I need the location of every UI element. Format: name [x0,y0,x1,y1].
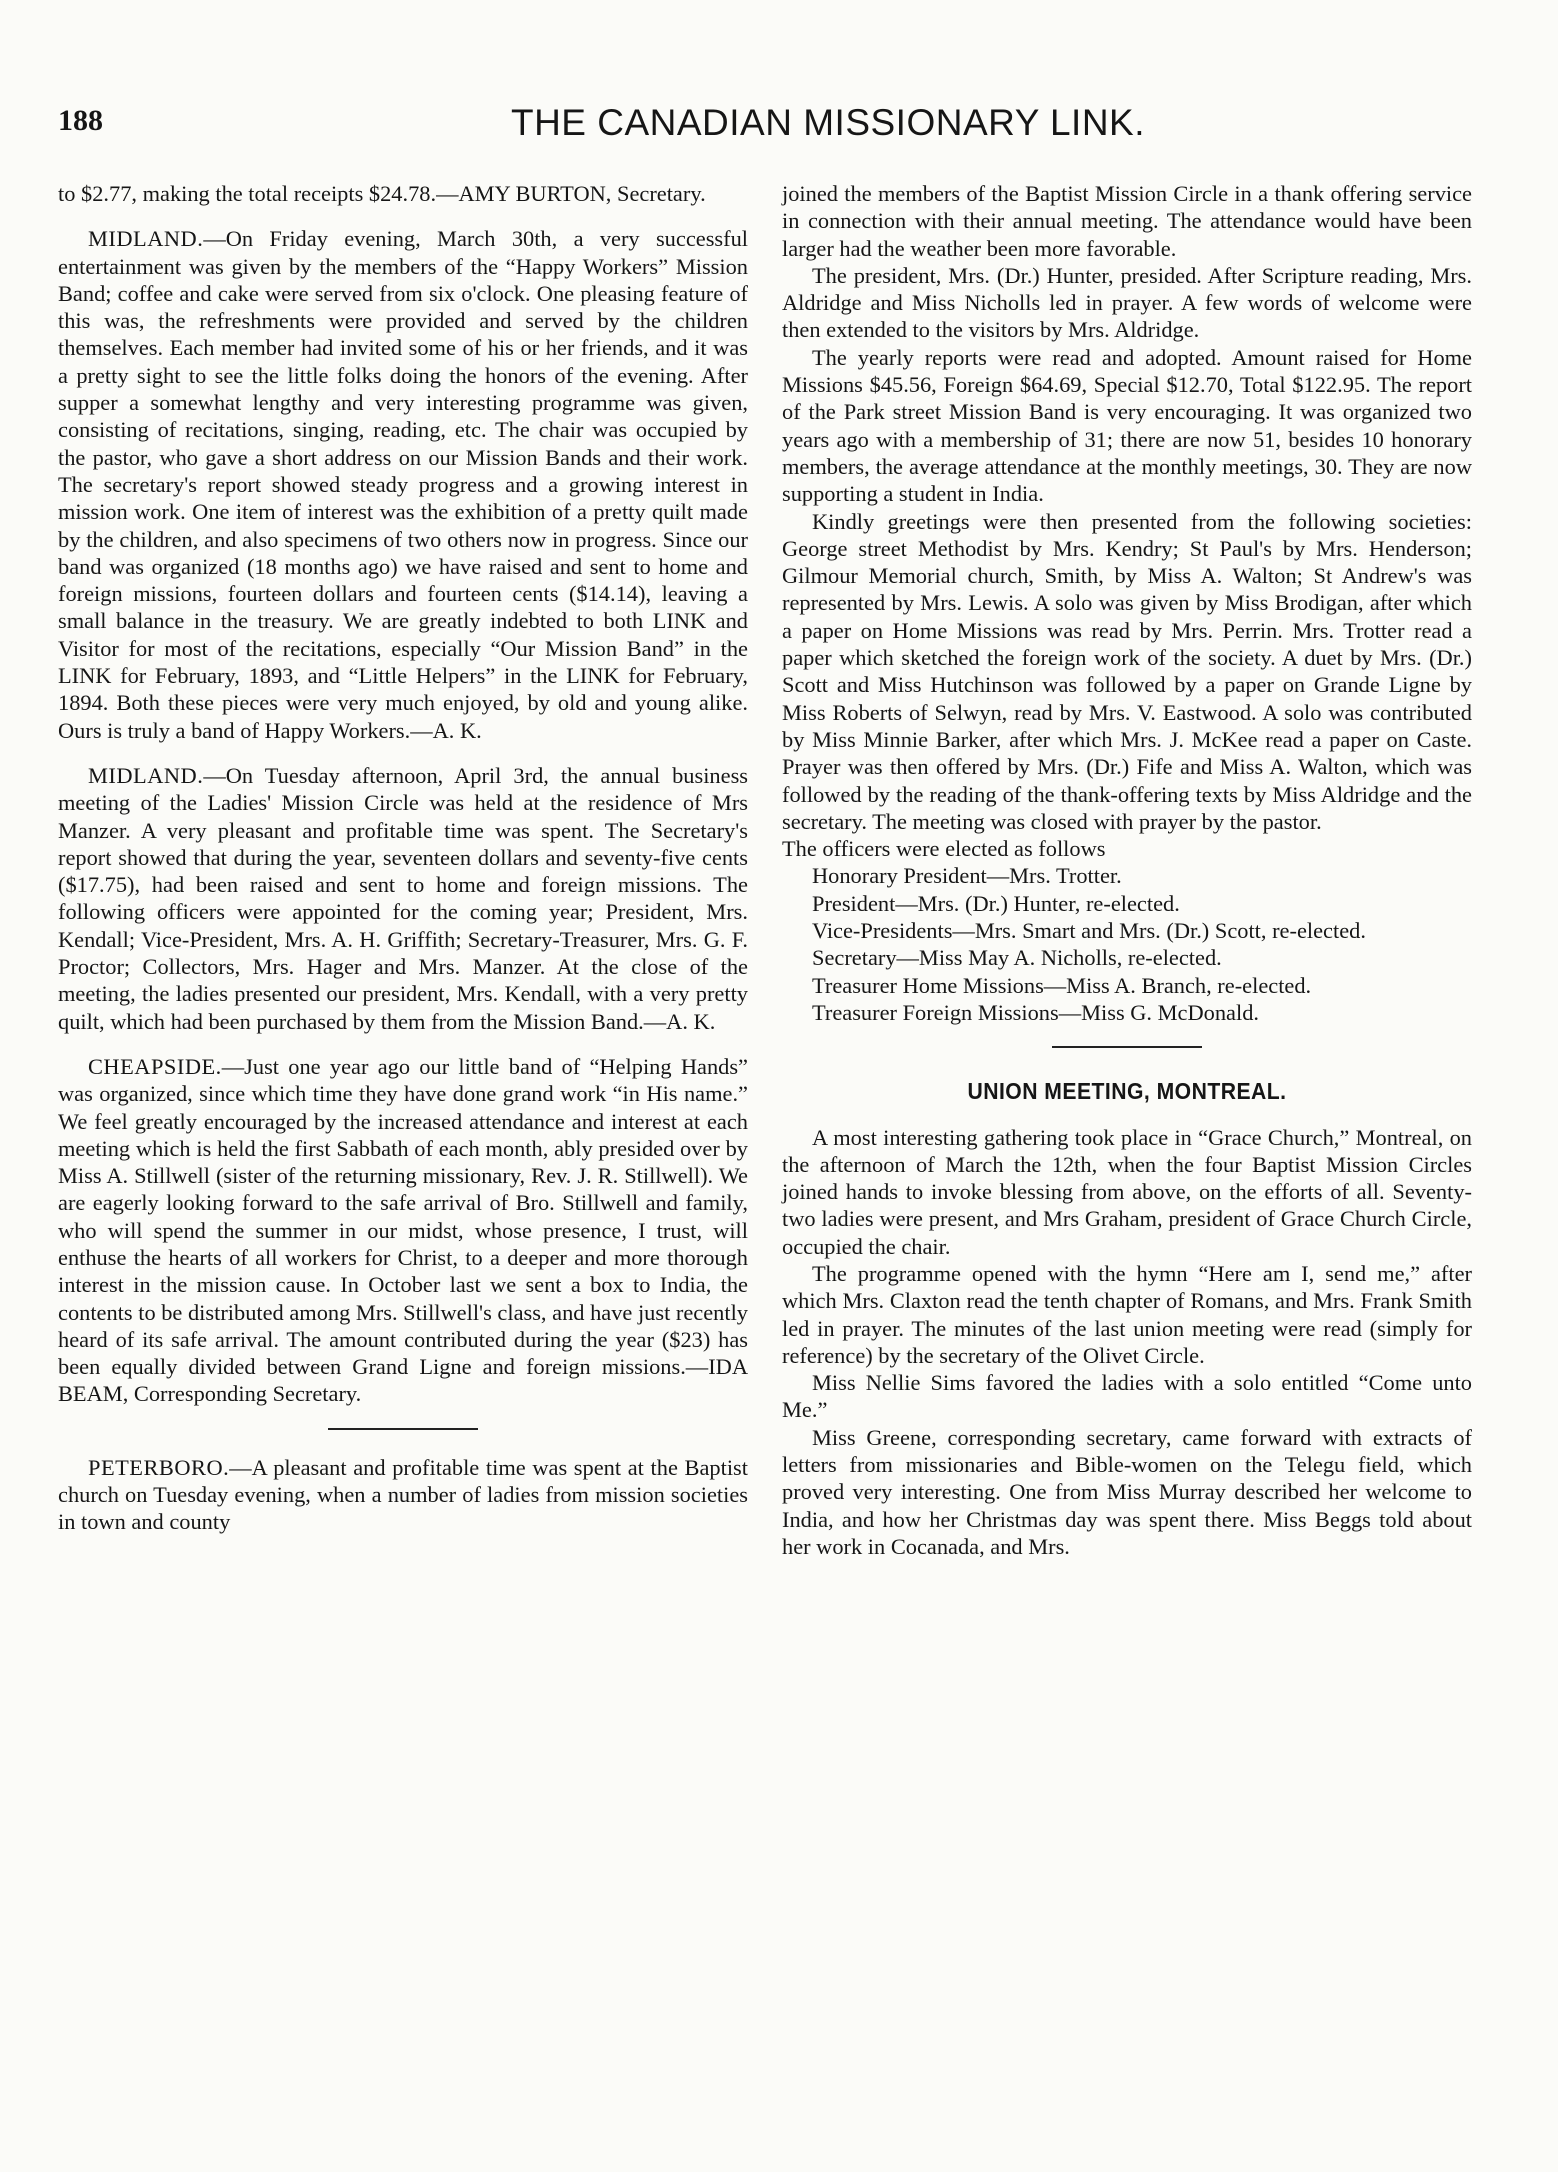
report-midland-band [58,225,748,744]
officer-line: Treasurer Foreign Missions—Miss G. McDonald. [812,999,1259,1025]
report-text: —On Tuesday afternoon, April 3rd, the annual business meeting of the Ladies' Mission Circle was held at the residence of Mrs Manzer. A very pleasant and profitable time was spent. The Secretary's report showed that during the year, seventeen dollars and seventy-five cents ($17.75), had been raised and sent to home and foreign missions. The following officers were appointed for the coming year; President, Mrs. Kendall; Vice-President, Mrs. A. H. Griffith; Secretary-Treasurer, Mrs. G. F. Proctor; Collectors, Mrs. Hager and Mrs. Manzer. At the close of the meeting, the ladies presented our president, Mrs. Kendall, with a very pretty quilt, which had been purchased by them from the Mission Band.—A. K. [58,762,748,1034]
paragraph: Kindly greetings were then presented from the following societies: George street Methodist by Mrs. Kendry; St Paul's by Mrs. Henderson; Gilmour Memorial church, Smith, by Miss A. Walton; St Andrew's was represented by Mrs. Lewis. A solo was given by Miss Brodigan, after which a paper on Home Missions was read by Mrs. Perrin. Mrs. Trotter read a paper which sketched the foreign work of the society. A duet by Mrs. (Dr.) Scott and Miss Hutchinson was followed by a paper on Grande Ligne by Miss Roberts of Selwyn, read by Mrs. V. Eastwood. A solo was contributed by Miss Minnie Barker, after which Mrs. J. McKee read a paper on Caste. Prayer was then offered by Mrs. (Dr.) Fife and Miss A. Walton, which was followed by the reading of the thank-offering texts by Miss Aldridge and the secretary. The meeting was closed with prayer by the pastor. [782,508,1472,834]
officer-line: Secretary—Miss May A. Nicholls, re-elected. [812,945,1222,971]
place-name: MIDLAND. [88,226,204,252]
report-text: —A pleasant and profitable time was spent at the Baptist church on Tuesday evening, when a number of ladies from mission societies in town and county [58,1454,748,1535]
officer-line: Treasurer Home Missions—Miss A. Branch, re-elected. [812,972,1312,998]
page-header [58,98,1478,158]
report-cheapside [58,1053,748,1408]
officer-line: President—Mrs. (Dr.) Hunter, re-elected. [812,890,1180,916]
paragraph: The programme opened with the hymn “Here am I, send me,” after which Mrs. Claxton read the tenth chapter of Romans, and Mrs. Frank Smith led in prayer. The minutes of the last union meeting were read (simply for reference) by the secretary of the Olivet Circle. [782,1260,1472,1368]
report-amy-burton: to $2.77, making the total receipts $24.78.—AMY BURTON, Secretary. [58,181,706,206]
paragraph: joined the members of the Baptist Mission Circle in a thank offering service in connection with their annual meeting. The attendance would have been larger had the weather been more favorable. [782,181,1472,261]
paragraph: A most interesting gathering took place in “Grace Church,” Montreal, on the afternoon of March the 12th, when the four Baptist Mission Circles joined hands to invoke blessing from above, on the efforts of all. Seventy-two ladies were present, and Mrs Graham, president of Grace Church Circle, occupied the chair. [782,1124,1472,1259]
left-column [58,180,748,1536]
journal-title: THE CANADIAN MISSIONARY LINK. [510,102,1146,143]
report-peterboro [58,1454,748,1536]
page-number: 188 [58,104,103,137]
section-heading: UNION MEETING, MONTREAL. [967,1078,1287,1105]
place-name: MIDLAND. [88,762,204,788]
paragraph: Miss Nellie Sims favored the ladies with a solo entitled “Come unto Me.” [782,1370,1472,1423]
officers-intro: The officers were elected as follows [782,836,1106,862]
divider [328,1428,478,1430]
report-text: —On Friday evening, March 30th, a very successful entertainment was given by the members of the “Happy Workers” Mission Band; coffee and cake were served from six o'clock. One pleasing feature of this was, the refreshments were provided and served by the children themselves. Each member had invited some of his or her friends, and it was a pretty sight to see the little folks doing the honors of the evening. After supper a somewhat lengthy and very interesting programme was given, consisting of recitations, singing, reading, etc. The chair was occupied by the pastor, who gave a short address on our Mission Bands and their work. The secretary's report showed steady progress and a growing interest in mission work. One item of interest was the exhibition of a pretty quilt made by the children, and also specimens of two others now in progress. Since our band was organized (18 months ago) we have raised and sent to home and foreign missions, fourteen dollars and fourteen cents ($14.14), leaving a small balance in the treasury. We are greatly indebted to both LINK and Visitor for most of the recitations, especially “Our Mission Band” in the LINK for February, 1893, and “Little Helpers” in the LINK for February, 1894. Both these pieces were very much enjoyed, by old and young alike. Ours is truly a band of Happy Workers.—A. K. [58,226,748,743]
divider [1052,1046,1202,1048]
paragraph: Miss Greene, corresponding secretary, came forward with extracts of letters from missionaries and Bible-women on the Telegu field, which proved very interesting. One from Miss Murray described her welcome to India, and how her Christmas day was spent there. Miss Beggs told about her work in Cocanada, and Mrs. [782,1424,1472,1559]
place-name: PETERBORO. [88,1454,230,1480]
right-column [782,180,1472,1560]
paragraph: The president, Mrs. (Dr.) Hunter, presided. After Scripture reading, Mrs. Aldridge and Miss Nicholls led in prayer. A few words of welcome were then extended to the visitors by Mrs. Aldridge. [782,262,1472,343]
report-text: —Just one year ago our little band of “Helping Hands” was organized, since which time they have done grand work “in His name.” We feel greatly encouraged by the increased attendance and interest at each meeting which is held the first Sabbath of each month, ably presided over by Miss A. Stillwell (sister of the returning missionary, Rev. J. R. Stillwell). We are eagerly looking forward to the safe arrival of Bro. Stillwell and family, who will spend the summer in our midst, whose presence, I trust, will enthuse the hearts of all workers for Christ, to a deeper and more thorough interest in the mission cause. In October last we sent a box to India, the contents to be distributed among Mrs. Stillwell's class, and have just recently heard of its safe arrival. The amount contributed during the year ($23) has been equally divided between Grand Ligne and foreign missions.—IDA BEAM, Corresponding Secretary. [58,1053,748,1407]
paragraph: The yearly reports were read and adopted. Amount raised for Home Missions $45.56, Foreign $64.69, Special $12.70, Total $122.95. The report of the Park street Mission Band is very encouraging. It was organized two years ago with a membership of 31; there are now 51, besides 10 honorary members, the average attendance at the monthly meetings, 30. They are now supporting a student in India. [782,344,1472,507]
report-midland-circle [58,762,748,1035]
place-name: CHEAPSIDE. [88,1053,222,1079]
officer-line: Vice-Presidents—Mrs. Smart and Mrs. (Dr.) Scott, re-elected. [812,918,1366,944]
officer-line: Honorary President—Mrs. Trotter. [812,863,1122,889]
